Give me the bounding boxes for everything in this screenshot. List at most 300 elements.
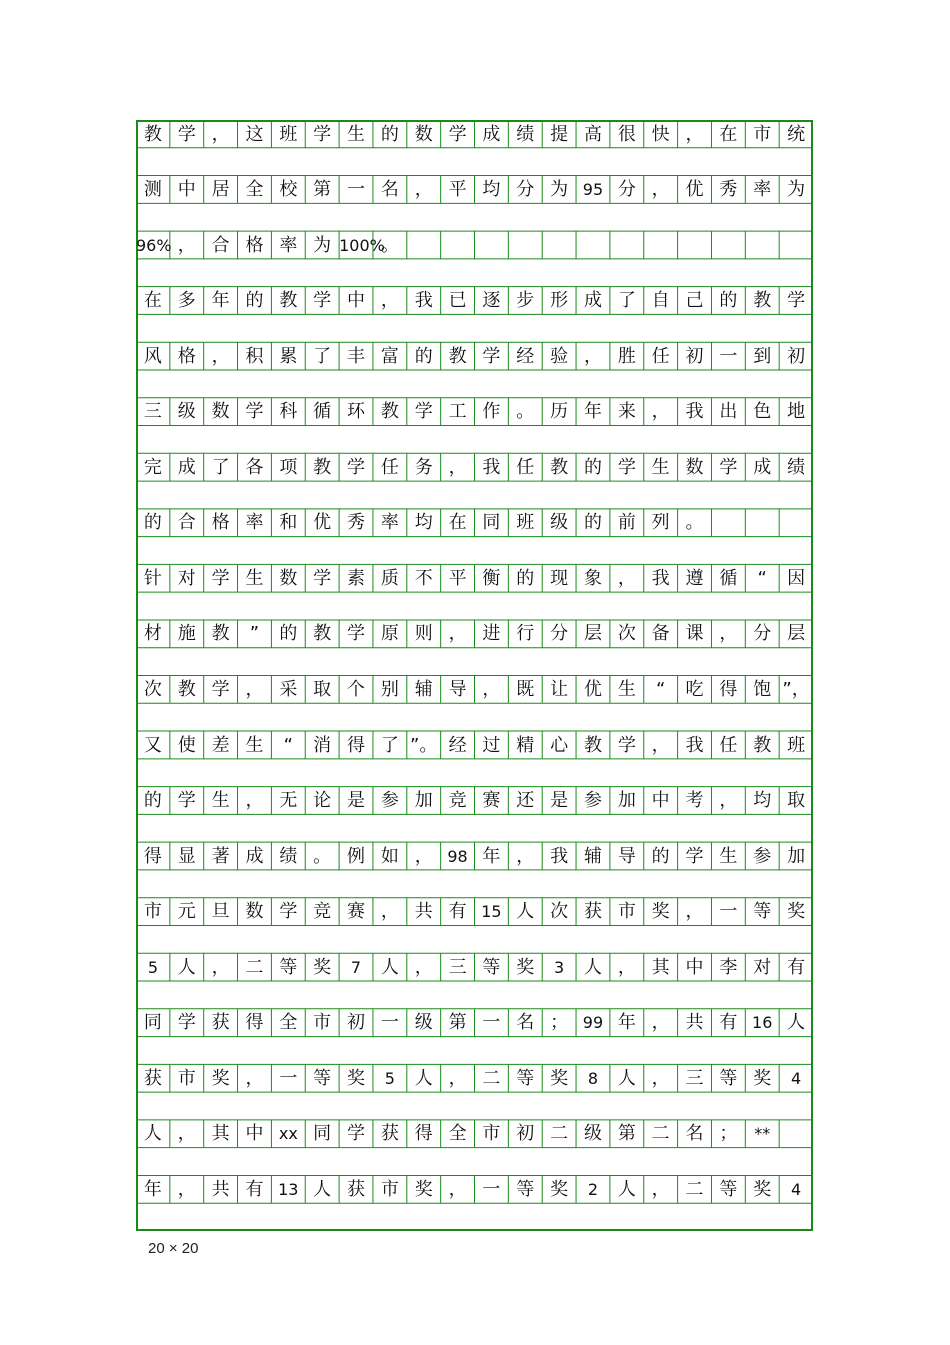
grid-cell-char: 奖	[516, 956, 535, 978]
grid-cell-char: 教	[380, 401, 399, 423]
grid-cell-char	[745, 232, 779, 260]
grid-cell-char: 数	[685, 456, 704, 478]
grid-cell-char: 取	[787, 790, 806, 812]
grid-cell-char: 我	[550, 845, 569, 867]
grid-cell-char: 均	[753, 790, 772, 812]
grid-cell-char: 奖	[550, 1178, 569, 1200]
grid-cell-char: 得	[719, 679, 738, 700]
grid-cell-char: 列	[651, 512, 670, 534]
grid-cell-char: 的	[719, 290, 738, 312]
grid-cell-char: 等	[279, 956, 298, 978]
grid-cell-char: ，	[651, 401, 670, 423]
grid-cell-char: ，	[651, 734, 670, 756]
grid-cell-char: 色	[753, 401, 772, 423]
grid-cell-char: 工	[448, 401, 467, 423]
grid-cell-char: 2	[587, 1179, 599, 1199]
grid-cell-char: ”。	[410, 734, 438, 756]
grid-cell-char: 层	[787, 623, 806, 645]
grid-cell-char: 市	[617, 901, 636, 923]
grid-cell-char: 7	[350, 957, 362, 977]
grid-cell-char: 有	[787, 956, 806, 978]
grid-cell-char: ，	[380, 901, 399, 923]
grid-cell-char: 导	[448, 679, 467, 700]
grid-cell-char: 辅	[414, 679, 433, 700]
grid-cell-char: 采	[279, 679, 298, 700]
grid-cell-char: 导	[617, 845, 636, 867]
grid-cell-char: 我	[482, 456, 501, 478]
grid-cell-char: 共	[685, 1012, 704, 1034]
grid-cell-char	[779, 1120, 813, 1148]
grid-cell-char: 著	[211, 845, 230, 867]
grid-cell-char: 快	[651, 123, 670, 145]
grid-cell-char: “	[283, 734, 293, 756]
grid-size-label: 20 × 20	[148, 1240, 199, 1257]
grid-cell-char	[441, 232, 475, 260]
grid-cell-char: 奖	[347, 1067, 366, 1089]
grid-cell-char: 形	[550, 290, 569, 312]
grid-cell-char: 高	[583, 123, 602, 145]
grid-cell-char: 学	[211, 679, 230, 700]
grid-cell-char: 教	[753, 734, 772, 756]
grid-cell-char: 。	[685, 512, 704, 534]
grid-cell-char: 初	[516, 1123, 535, 1145]
grid-cell-char: 的	[143, 790, 162, 812]
grid-cell-char: 一	[482, 1178, 501, 1200]
grid-cell-char: ，	[414, 179, 433, 201]
grid-cell-char: ”	[249, 623, 260, 645]
grid-cell-char: ，	[448, 1178, 467, 1200]
grid-cell-char: 平	[448, 567, 467, 589]
grid-cell-char: 数	[245, 901, 264, 923]
grid-cell-char: ，	[583, 345, 602, 367]
grid-cell-char: 饱	[753, 679, 772, 700]
grid-cell-char: 级	[583, 1123, 602, 1145]
grid-cell-char: ，	[245, 790, 264, 812]
grid-cell-char: 居	[211, 179, 230, 201]
grid-cell-char: 得	[143, 845, 162, 867]
grid-cell-char: 完	[143, 456, 162, 478]
grid-cell-char: 的	[583, 512, 602, 534]
grid-cell-char: 名	[516, 1012, 535, 1034]
grid-cell-char: 的	[516, 567, 535, 589]
grid-cell-char: 学	[347, 1123, 366, 1145]
grid-cell-char: 统	[787, 123, 806, 145]
grid-cell-char: 己	[685, 290, 704, 312]
grid-cell-char: 对	[177, 567, 196, 589]
grid-cell-char: 为	[550, 179, 569, 201]
grid-cell-char: 均	[414, 512, 433, 534]
grid-cell-char: ，	[448, 1067, 467, 1089]
grid-cell-char: 加	[414, 790, 433, 812]
grid-cell-char: 有	[719, 1012, 738, 1034]
grid-cell-char: 获	[380, 1123, 399, 1145]
grid-cell-char: 对	[753, 956, 772, 978]
grid-cell-char: 奖	[753, 1178, 772, 1200]
grid-cell-char: 学	[347, 456, 366, 478]
grid-cell-char: 格	[245, 234, 264, 256]
grid-cell-char: 的	[245, 290, 264, 312]
grid-cell-char: 99	[582, 1013, 604, 1033]
grid-cell-char: 教	[448, 345, 467, 367]
grid-cell-char: 级	[177, 401, 196, 423]
grid-cell-char: 了	[617, 290, 636, 312]
grid-cell-char: 人	[143, 1123, 162, 1145]
grid-cell-char: 学	[685, 845, 704, 867]
grid-cell-char: 教	[279, 290, 298, 312]
grid-cell-char: 奖	[550, 1067, 569, 1089]
grid-cell-char: ，	[719, 623, 738, 645]
grid-cell-char: 我	[685, 734, 704, 756]
grid-cell-char: 初	[685, 345, 704, 367]
grid-cell-char: 行	[516, 623, 535, 645]
grid-cell-char: 学	[617, 734, 636, 756]
grid-cell-char: 心	[550, 734, 569, 756]
grid-cell-char: 率	[380, 512, 399, 534]
grid-cell-char: 针	[143, 567, 162, 589]
grid-cell-char: 成	[482, 123, 501, 145]
grid-cell-char: 秀	[347, 512, 366, 534]
grid-cell-char: 加	[617, 790, 636, 812]
grid-cell-char: 测	[143, 179, 162, 201]
grid-cell-char: 名	[380, 179, 399, 201]
grid-cell-char: ，	[211, 345, 230, 367]
grid-cell-char: 教	[143, 123, 162, 145]
grid-cell-char: “	[656, 679, 666, 700]
grid-cell-char: 等	[753, 901, 772, 923]
grid-cell-char: 三	[448, 956, 467, 978]
grid-cell-char: 二	[245, 956, 264, 978]
grid-cell-char: 作	[482, 401, 501, 423]
grid-cell-char: 优	[313, 512, 332, 534]
grid-cell-char: 市	[482, 1123, 501, 1145]
grid-cell-char: 等	[482, 956, 501, 978]
grid-cell-char: 班	[787, 734, 806, 756]
grid-cell-char: 次	[550, 901, 569, 923]
grid-cell-char: 一	[347, 179, 366, 201]
grid-cell-char: 赛	[482, 790, 501, 812]
grid-cell-char: 质	[380, 567, 399, 589]
grid-cell-char: 加	[787, 845, 806, 867]
grid-cell-char: 已	[448, 290, 467, 312]
grid-cell-char: 人	[313, 1178, 332, 1200]
grid-cell-char: 5	[384, 1068, 395, 1088]
grid-cell-char: ，	[177, 1178, 196, 1200]
grid-cell-char: 逐	[482, 290, 501, 312]
grid-cell-char: 在	[719, 123, 738, 145]
grid-cell-char: 率	[279, 234, 298, 256]
grid-cell-char: ，	[245, 679, 264, 700]
grid-cell-char: 三	[143, 401, 162, 423]
grid-cell-char: 象	[583, 567, 602, 589]
grid-cell-char: 差	[211, 734, 230, 756]
grid-cell-char: 全	[245, 179, 264, 201]
grid-cell-char: 到	[753, 345, 772, 367]
grid-cell-char: 生	[245, 734, 264, 756]
grid-cell-char	[475, 232, 509, 260]
grid-cell-char: 生	[651, 456, 670, 478]
grid-cell-char: 我	[685, 401, 704, 423]
grid-cell-char: 的	[651, 845, 670, 867]
grid-cell-char: 成	[177, 456, 196, 478]
grid-cell-char: 分	[550, 623, 569, 645]
grid-cell-char: 参	[583, 790, 602, 812]
grid-cell-char: 学	[313, 123, 332, 145]
grid-cell-char: 100%	[339, 235, 385, 255]
grid-cell-char: 竞	[448, 790, 467, 812]
grid-cell-char: 生	[211, 790, 230, 812]
grid-cell-char: 98	[447, 846, 468, 866]
grid-cell-char: 绩	[279, 845, 298, 867]
grid-cell-char	[745, 509, 779, 537]
grid-cell-char: 学	[211, 567, 230, 589]
grid-cell-char: 。	[516, 401, 535, 423]
grid-cell-char: 第	[448, 1012, 467, 1034]
grid-cell-char: 初	[787, 345, 806, 367]
grid-cell-char: 一	[719, 901, 738, 923]
grid-cell-char: ，	[482, 679, 501, 700]
grid-cell-char: 学	[482, 345, 501, 367]
grid-cell-char: ，	[651, 1067, 670, 1089]
grid-cell-char	[779, 232, 813, 260]
grid-cell-char: 一	[279, 1067, 298, 1089]
grid-cell-char: 吃	[685, 679, 704, 700]
grid-cell-char: 的	[380, 123, 399, 145]
grid-cell-char: 。	[380, 234, 399, 256]
grid-cell-char: 4	[790, 1179, 802, 1199]
grid-cell-char: 3	[554, 957, 565, 977]
grid-cell-char: 进	[482, 623, 501, 645]
grid-cell-char: 自	[651, 290, 670, 312]
grid-cell-char: 竞	[313, 901, 332, 923]
grid-cell-char: 参	[380, 790, 399, 812]
grid-cell-char: 了	[380, 734, 399, 756]
grid-cell-char: 等	[313, 1067, 332, 1089]
grid-cell-char: 教	[583, 734, 602, 756]
grid-cell-char: 格	[177, 345, 196, 367]
grid-cell-char: 过	[482, 734, 501, 756]
manuscript-grid-sheet	[136, 120, 813, 1231]
grid-cell-char: 个	[347, 679, 366, 700]
grid-cell-char: 让	[550, 679, 569, 700]
grid-cell-char: 分	[617, 179, 636, 201]
grid-cell-char: 二	[651, 1123, 670, 1145]
grid-cell-char: 中	[177, 179, 196, 201]
grid-cell-char: 合	[211, 234, 230, 256]
grid-cell-char: 无	[279, 790, 298, 812]
grid-cell-char: 成	[583, 290, 602, 312]
grid-cell-char: 数	[279, 567, 298, 589]
grid-cell-char: 人	[787, 1012, 806, 1034]
grid-cell-char: 是	[347, 790, 366, 812]
grid-cell-char: 95	[582, 180, 604, 200]
grid-cell-char: 是	[550, 790, 569, 812]
grid-cell-char: 初	[347, 1012, 366, 1034]
grid-cell-char: 出	[719, 401, 738, 423]
grid-cell-char: 分	[753, 623, 772, 645]
grid-cell-char: ，	[177, 1123, 196, 1145]
grid-cell-char: 等	[516, 1067, 535, 1089]
grid-cell-char: ，	[719, 790, 738, 812]
grid-cell-char: 学	[347, 623, 366, 645]
grid-cell-char: 8	[587, 1068, 599, 1088]
grid-cell-char: 在	[448, 512, 467, 534]
grid-cell-char: 级	[414, 1012, 433, 1034]
grid-cell-char: 得	[347, 734, 366, 756]
grid-cell-char: ，	[211, 123, 230, 145]
grid-cell-char: 任	[380, 456, 399, 478]
grid-cell-char: 共	[211, 1178, 230, 1200]
grid-cell-char: 胜	[617, 345, 636, 367]
grid-cell-char: 学	[414, 401, 433, 423]
grid-cell-char: 累	[279, 345, 298, 367]
grid-cell-char: 学	[617, 456, 636, 478]
grid-cell-char: 赛	[347, 901, 366, 923]
grid-cell-char: 均	[482, 179, 501, 201]
grid-cell-char: 奖	[414, 1178, 433, 1200]
grid-cell-char: 年	[617, 1012, 636, 1034]
grid-cell-char: 考	[685, 790, 704, 812]
grid-cell-char: 全	[279, 1012, 298, 1034]
grid-cell-char: 项	[279, 456, 298, 478]
grid-cell-char: 格	[211, 512, 230, 534]
grid-cell-char: 中	[651, 790, 670, 812]
grid-cell-char: 来	[617, 401, 636, 423]
grid-cell-char: 不	[414, 567, 433, 589]
grid-cell-char: 任	[516, 456, 535, 478]
grid-cell-char: 人	[414, 1067, 433, 1089]
grid-cell-char: 和	[279, 512, 298, 534]
grid-cell-char: 的	[143, 512, 162, 534]
grid-cell-char: 年	[482, 845, 501, 867]
grid-cell-char: 学	[177, 1012, 196, 1034]
grid-cell-char: 又	[143, 734, 162, 756]
grid-cell-char: 人	[380, 956, 399, 978]
grid-cell-char: 参	[753, 845, 772, 867]
grid-cell-char	[644, 232, 678, 260]
grid-cell-char: 率	[245, 512, 264, 534]
grid-cell-char: 合	[177, 512, 196, 534]
grid-cell-char: 元	[177, 901, 196, 923]
grid-cell-char: 次	[617, 623, 636, 645]
grid-cell-char: 。	[313, 845, 332, 867]
grid-cell-char: 第	[617, 1123, 636, 1145]
grid-cell-char: 同	[482, 512, 501, 534]
grid-cell-char: 消	[313, 734, 332, 756]
grid-cell-char: 教	[313, 456, 332, 478]
grid-cell-char: 论	[313, 790, 332, 812]
grid-cell-char: 人	[516, 901, 535, 923]
grid-cell-char: “	[757, 567, 767, 589]
grid-cell-char: 使	[177, 734, 196, 756]
grid-cell-char: ，	[617, 956, 636, 978]
grid-cell-char: 学	[787, 290, 806, 312]
grid-cell-char: 获	[347, 1178, 366, 1200]
grid-cell-char: 前	[617, 512, 636, 534]
grid-cell-char: 别	[380, 679, 399, 700]
grid-cell-char: 市	[753, 123, 772, 145]
grid-cell-char: 市	[380, 1178, 399, 1200]
grid-cell-char: 等	[719, 1067, 738, 1089]
grid-cell-char: 教	[177, 679, 196, 700]
grid-cell-char: 课	[685, 623, 704, 645]
grid-cell-char: 同	[313, 1123, 332, 1145]
grid-cell-char: 数	[414, 123, 433, 145]
grid-cell-char: 第	[313, 179, 332, 201]
grid-cell-char: 为	[313, 234, 332, 256]
grid-cell-char: 优	[685, 179, 704, 201]
grid-cell-char: 班	[279, 123, 298, 145]
grid-cell-char: 有	[448, 901, 467, 923]
grid-cell-char: 原	[380, 623, 399, 645]
grid-cell-char: 市	[313, 1012, 332, 1034]
grid-cell-char: 中	[347, 290, 366, 312]
grid-cell-char: 中	[245, 1123, 264, 1145]
grid-cell-char: 的	[583, 456, 602, 478]
grid-cell-char: 年	[583, 401, 602, 423]
grid-cell-char	[779, 509, 813, 537]
grid-cell-char: **	[754, 1124, 771, 1144]
grid-cell-char: 年	[211, 290, 230, 312]
grid-cell-char: 了	[313, 345, 332, 367]
grid-cell-char: 获	[583, 901, 602, 923]
grid-cell-char: 名	[685, 1123, 704, 1145]
grid-cell-char: 校	[279, 179, 298, 201]
grid-cell-char: 二	[685, 1178, 704, 1200]
grid-cell-char: 分	[516, 179, 535, 201]
grid-cell-char: 循	[719, 567, 738, 589]
grid-cell-char: 15	[481, 902, 502, 922]
grid-cell-char: ，	[617, 567, 636, 589]
grid-cell-char: 生	[347, 123, 366, 145]
grid-cell-char: 材	[143, 623, 162, 645]
grid-cell-char: 中	[685, 956, 704, 978]
grid-cell-char: 5	[147, 957, 159, 977]
grid-cell-char: 得	[414, 1123, 433, 1145]
grid-cell-char: ，	[380, 290, 399, 312]
grid-cell-char: 人	[617, 1178, 636, 1200]
grid-cell-char: 备	[651, 623, 670, 645]
grid-cell-char: 级	[550, 512, 569, 534]
grid-cell-char: 现	[550, 567, 569, 589]
grid-cell-char: 生	[245, 567, 264, 589]
grid-cell-char: 学	[313, 290, 332, 312]
grid-cell-char: ，	[211, 956, 230, 978]
grid-cell-char: 三	[685, 1067, 704, 1089]
grid-cell-char: ；	[550, 1012, 569, 1034]
grid-cell-char: 平	[448, 179, 467, 201]
grid-cell-char: 这	[245, 123, 264, 145]
grid-cell-char: 风	[143, 345, 162, 367]
grid-cell-char: ，	[651, 179, 670, 201]
grid-cell-char: 次	[143, 679, 162, 700]
grid-cell-char: 为	[787, 179, 806, 201]
grid-cell-char: 等	[516, 1178, 535, 1200]
grid-cell-char: 人	[583, 956, 602, 978]
grid-cell-char: 有	[245, 1178, 264, 1200]
grid-cell-char: 的	[279, 623, 298, 645]
grid-cell-char: 奖	[651, 901, 670, 923]
grid-cell-char: 提	[550, 123, 569, 145]
grid-cell-char: 人	[177, 956, 196, 978]
grid-cell-char: 秀	[719, 179, 738, 201]
grid-cell-char: ”，	[782, 679, 810, 700]
grid-cell-char: ，	[245, 1067, 264, 1089]
grid-cell-char: 旦	[211, 901, 230, 923]
grid-cell-char: 获	[211, 1012, 230, 1034]
grid-cell-char: 奖	[753, 1067, 772, 1089]
grid-cell-char: 教	[753, 290, 772, 312]
grid-cell-char: ，	[414, 845, 433, 867]
